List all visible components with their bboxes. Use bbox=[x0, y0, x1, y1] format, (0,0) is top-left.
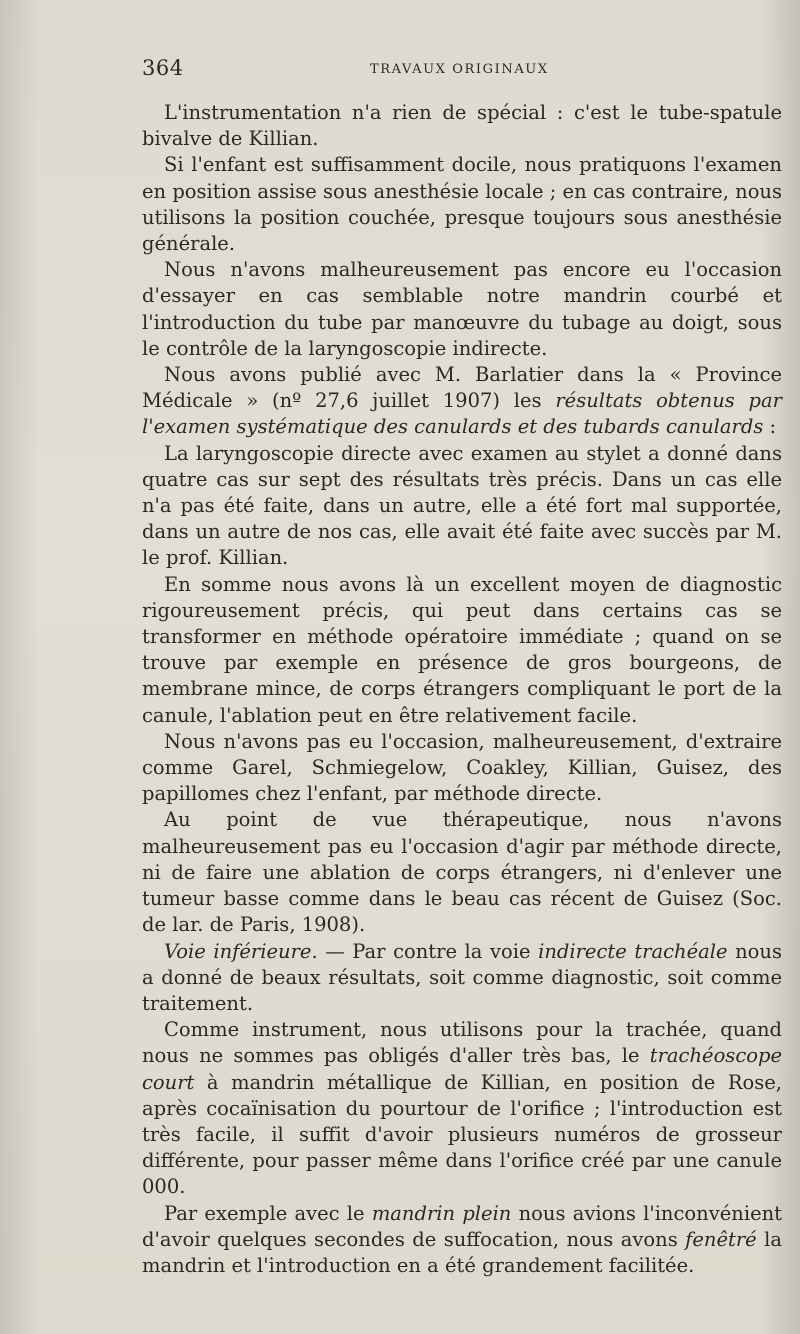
text-run: nous a donné de beaux résultats, soit comme diagnostic, soit comme traitement. bbox=[142, 939, 782, 1015]
paragraph bbox=[142, 257, 782, 362]
paragraph bbox=[142, 362, 782, 441]
paragraph bbox=[142, 1201, 782, 1280]
text-run: la mandrin et l'introduction en a été grandement facilitée. bbox=[142, 1227, 782, 1277]
text-run: à mandrin métallique de Killian, en position de Rose, après cocaïnisation du pourtour de l'orifice ; l'introduction est très facile, il suffit d'avoir plusieurs numéros de grosseur différente, pour passer même dans l'orifice créé par une canule 000. bbox=[142, 1070, 782, 1199]
text-run: Comme instrument, nous utilisons pour la trachée, quand nous ne sommes pas obligés d'aller très bas, le bbox=[142, 1018, 782, 1068]
running-head: TRAVAUX ORIGINAUX bbox=[370, 62, 549, 77]
text-run: La laryngoscopie directe avec examen au stylet a donné dans quatre cas sur sept des résultats très précis. Dans un cas elle n'a pas été faite, dans un autre, elle a été fort mal supportée, dans un autre de nos cas, elle avait été faite avec succès par M. le prof. Killian. bbox=[142, 441, 782, 570]
text-run: En somme nous avons là un excellent moyen de diagnostic rigoureusement précis, qui peut dans certains cas se transformer en méthode opératoire immédiate ; quand on se trouve par exemple en présence de gros bourgeons, de membrane mince, de corps étrangers compliquant le port de la canule, l'ablation peut en être relativement facile. bbox=[142, 572, 782, 727]
paragraph bbox=[142, 572, 782, 729]
paragraph bbox=[142, 807, 782, 938]
paragraph bbox=[142, 1017, 782, 1200]
italic-text: Voie inférieure. bbox=[164, 939, 318, 963]
text-run: : bbox=[763, 415, 777, 439]
italic-text: mandrin plein bbox=[371, 1201, 512, 1225]
italic-text: trachéoscope court bbox=[142, 1044, 782, 1094]
paragraph bbox=[142, 729, 782, 808]
article-body bbox=[142, 100, 782, 1279]
text-run: — Par contre la voie bbox=[317, 939, 539, 963]
text-run: Par exemple avec le bbox=[164, 1201, 372, 1225]
italic-text: fenêtré bbox=[685, 1227, 757, 1251]
paragraph bbox=[142, 100, 782, 152]
italic-text: résultats obtenus par l'examen systématique des canulards et des tubards canulards bbox=[142, 389, 782, 439]
text-run: Nous n'avons malheureusement pas encore eu l'occasion d'essayer en cas semblable notre mandrin courbé et l'introduction du tube par manœuvre du tubage au doigt, sous le contrôle de la laryngoscopie indirecte. bbox=[142, 258, 782, 360]
text-run: L'instrumentation n'a rien de spécial : c'est le tube-spatule bivalve de Killian. bbox=[142, 101, 782, 151]
paragraph bbox=[142, 152, 782, 257]
text-run: Nous n'avons pas eu l'occasion, malheureusement, d'extraire comme Garel, Schmiegelow, Coakley, Killian, Guisez, des papillomes chez l'enfant, par méthode directe. bbox=[142, 729, 782, 806]
italic-text: indirecte trachéale bbox=[538, 939, 728, 963]
paragraph bbox=[142, 939, 782, 1018]
paragraph bbox=[142, 441, 782, 572]
text-run: nous avions l'inconvénient d'avoir quelques secondes de suffocation, nous avons bbox=[142, 1201, 783, 1251]
text-run: Si l'enfant est suffisamment docile, nous pratiquons l'examen en position assise sous anesthésie locale ; en cas contraire, nous utilisons la position couchée, presque toujours sous anesthésie générale. bbox=[142, 153, 782, 256]
page-header bbox=[142, 56, 782, 86]
text-run: Nous avons publié avec M. Barlatier dans la « Province Médicale » (nº 27,6 juillet 1907) les bbox=[142, 363, 782, 413]
text-run: Au point de vue thérapeutique, nous n'avons malheureusement pas eu l'occasion d'agir par méthode directe, ni de faire une ablation de corps étrangers, ni d'enlever une tumeur basse comme dans le beau cas récent de Guisez (Soc. de lar. de Paris, 1908). bbox=[142, 808, 782, 937]
page-number: 364 bbox=[142, 56, 184, 80]
